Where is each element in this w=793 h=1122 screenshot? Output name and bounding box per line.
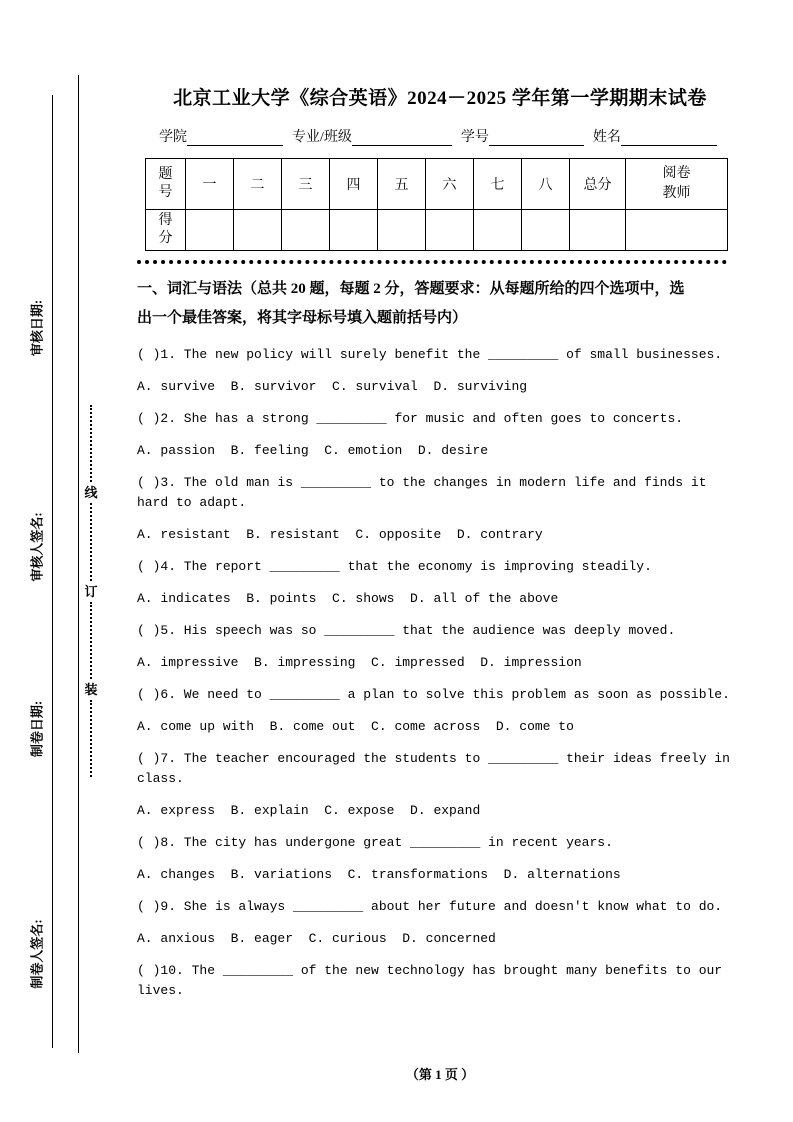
question-stem: ( )10. The _________ of the new technology has brought many benefits to our lives. bbox=[137, 963, 730, 999]
score-column-header bbox=[626, 159, 728, 210]
score-cell bbox=[426, 210, 474, 251]
binding-dotted-segment bbox=[90, 405, 92, 482]
binding-char-bind: 装 bbox=[84, 681, 98, 697]
score-column-header: 五 bbox=[378, 159, 426, 210]
binding-spine bbox=[83, 405, 99, 777]
question-item bbox=[137, 473, 743, 545]
page-title: 北京工业大学《综合英语》2024－2025 学年第一学期期末试卷 bbox=[173, 88, 707, 109]
question-item bbox=[137, 557, 743, 609]
score-cell bbox=[626, 210, 728, 251]
question-item bbox=[137, 685, 743, 737]
question-stem: ( )5. His speech was so _________ that the audience was deeply moved. bbox=[137, 623, 676, 639]
question-stem: ( )4. The report _________ that the economy is improving steadily. bbox=[137, 559, 652, 575]
question-item bbox=[137, 749, 743, 821]
score-cell bbox=[474, 210, 522, 251]
question-item bbox=[137, 345, 743, 397]
question-options: A. impressive B. impressing C. impressed D. impression bbox=[137, 655, 582, 671]
score-column-header: 一 bbox=[186, 159, 234, 210]
major-class-label: 专业/班级 bbox=[292, 130, 352, 145]
binding-dotted-segment bbox=[90, 602, 92, 679]
question-stem: ( )6. We need to _________ a plan to solve this problem as soon as possible. bbox=[137, 687, 730, 703]
score-column-header: 总分 bbox=[570, 159, 626, 210]
question-item bbox=[137, 897, 743, 949]
score-cell bbox=[522, 210, 570, 251]
score-column-header: 三 bbox=[282, 159, 330, 210]
college-label: 学院 bbox=[159, 130, 187, 145]
section-heading-line1: 一、词汇与语法（总共 20 题，每题 2 分，答题要求：从每题所给的四个选项中，选 bbox=[137, 281, 685, 298]
score-column-header: 七 bbox=[474, 159, 522, 210]
score-cell bbox=[378, 210, 426, 251]
score-table-rowhead-score: 得分 bbox=[146, 210, 186, 251]
section-heading bbox=[137, 275, 743, 333]
question-stem: ( )8. The city has undergone great _________ in recent years. bbox=[137, 835, 613, 851]
question-item bbox=[137, 409, 743, 461]
question-stem: ( )9. She is always _________ about her future and doesn't know what to do. bbox=[137, 899, 723, 915]
question-options: A. express B. explain C. expose D. expand bbox=[137, 803, 481, 819]
binding-label-review-date: 审核日期: bbox=[29, 299, 45, 357]
binding-char-staple: 订 bbox=[84, 583, 98, 599]
question-options: A. passion B. feeling C. emotion D. desire bbox=[137, 443, 489, 459]
binding-char-line: 线 bbox=[84, 485, 98, 501]
score-column-header: 四 bbox=[330, 159, 378, 210]
name-label: 姓名 bbox=[592, 130, 621, 145]
score-cell bbox=[570, 210, 626, 251]
question-options: A. changes B. variations C. transformations D. alternations bbox=[137, 867, 621, 883]
binding-dotted-segment bbox=[90, 503, 92, 580]
question-item bbox=[137, 833, 743, 885]
question-item bbox=[137, 961, 743, 1001]
question-stem: ( )3. The old man is _________ to the changes in modern life and finds it hard to adapt. bbox=[137, 475, 715, 511]
score-cell bbox=[234, 210, 282, 251]
score-cell bbox=[282, 210, 330, 251]
grader-header-text: 阅卷教师 bbox=[662, 165, 691, 201]
name-field[interactable] bbox=[621, 130, 717, 146]
student-id-label: 学号 bbox=[460, 130, 489, 145]
dotted-separator bbox=[137, 260, 727, 264]
question-stem: ( )1. The new policy will surely benefit the _________ of small businesses. bbox=[137, 347, 723, 363]
score-column-header: 六 bbox=[426, 159, 474, 210]
score-table-rowhead-question-number: 题号 bbox=[146, 159, 186, 210]
score-column-header: 八 bbox=[522, 159, 570, 210]
student-id-field[interactable] bbox=[489, 130, 584, 146]
score-table bbox=[145, 158, 728, 251]
question-stem: ( )2. She has a strong _________ for music and often goes to concerts. bbox=[137, 411, 684, 427]
binding-fill-line bbox=[52, 95, 53, 1048]
student-info-line bbox=[159, 126, 739, 146]
college-field[interactable] bbox=[187, 130, 283, 146]
question-options: A. indicates B. points C. shows D. all of the above bbox=[137, 591, 559, 607]
question-list bbox=[137, 345, 743, 1001]
question-options: A. resistant B. resistant C. opposite D. contrary bbox=[137, 527, 543, 543]
binding-label-paper-date: 制卷日期: bbox=[29, 700, 45, 758]
question-item bbox=[137, 621, 743, 673]
question-options: A. survive B. survivor C. survival D. surviving bbox=[137, 379, 528, 395]
binding-margin-line bbox=[78, 75, 79, 1053]
score-column-header: 二 bbox=[234, 159, 282, 210]
question-options: A. anxious B. eager C. curious D. concerned bbox=[137, 931, 496, 947]
score-cell bbox=[330, 210, 378, 251]
binding-dotted-segment bbox=[90, 700, 92, 777]
question-options: A. come up with B. come out C. come across D. come to bbox=[137, 719, 574, 735]
question-stem: ( )7. The teacher encouraged the students to _________ their ideas freely in class. bbox=[137, 751, 738, 787]
binding-label-reviewer-signature: 审核人签名: bbox=[29, 512, 45, 582]
page-number-footer: （第 1 页 ） bbox=[405, 1067, 475, 1082]
major-class-field[interactable] bbox=[352, 130, 452, 146]
score-cell bbox=[186, 210, 234, 251]
main-content bbox=[137, 86, 743, 1013]
binding-label-paper-maker-signature: 制卷人签名: bbox=[29, 919, 45, 989]
section-heading-line2: 出一个最佳答案，将其字母标号填入题前括号内） bbox=[137, 310, 468, 327]
